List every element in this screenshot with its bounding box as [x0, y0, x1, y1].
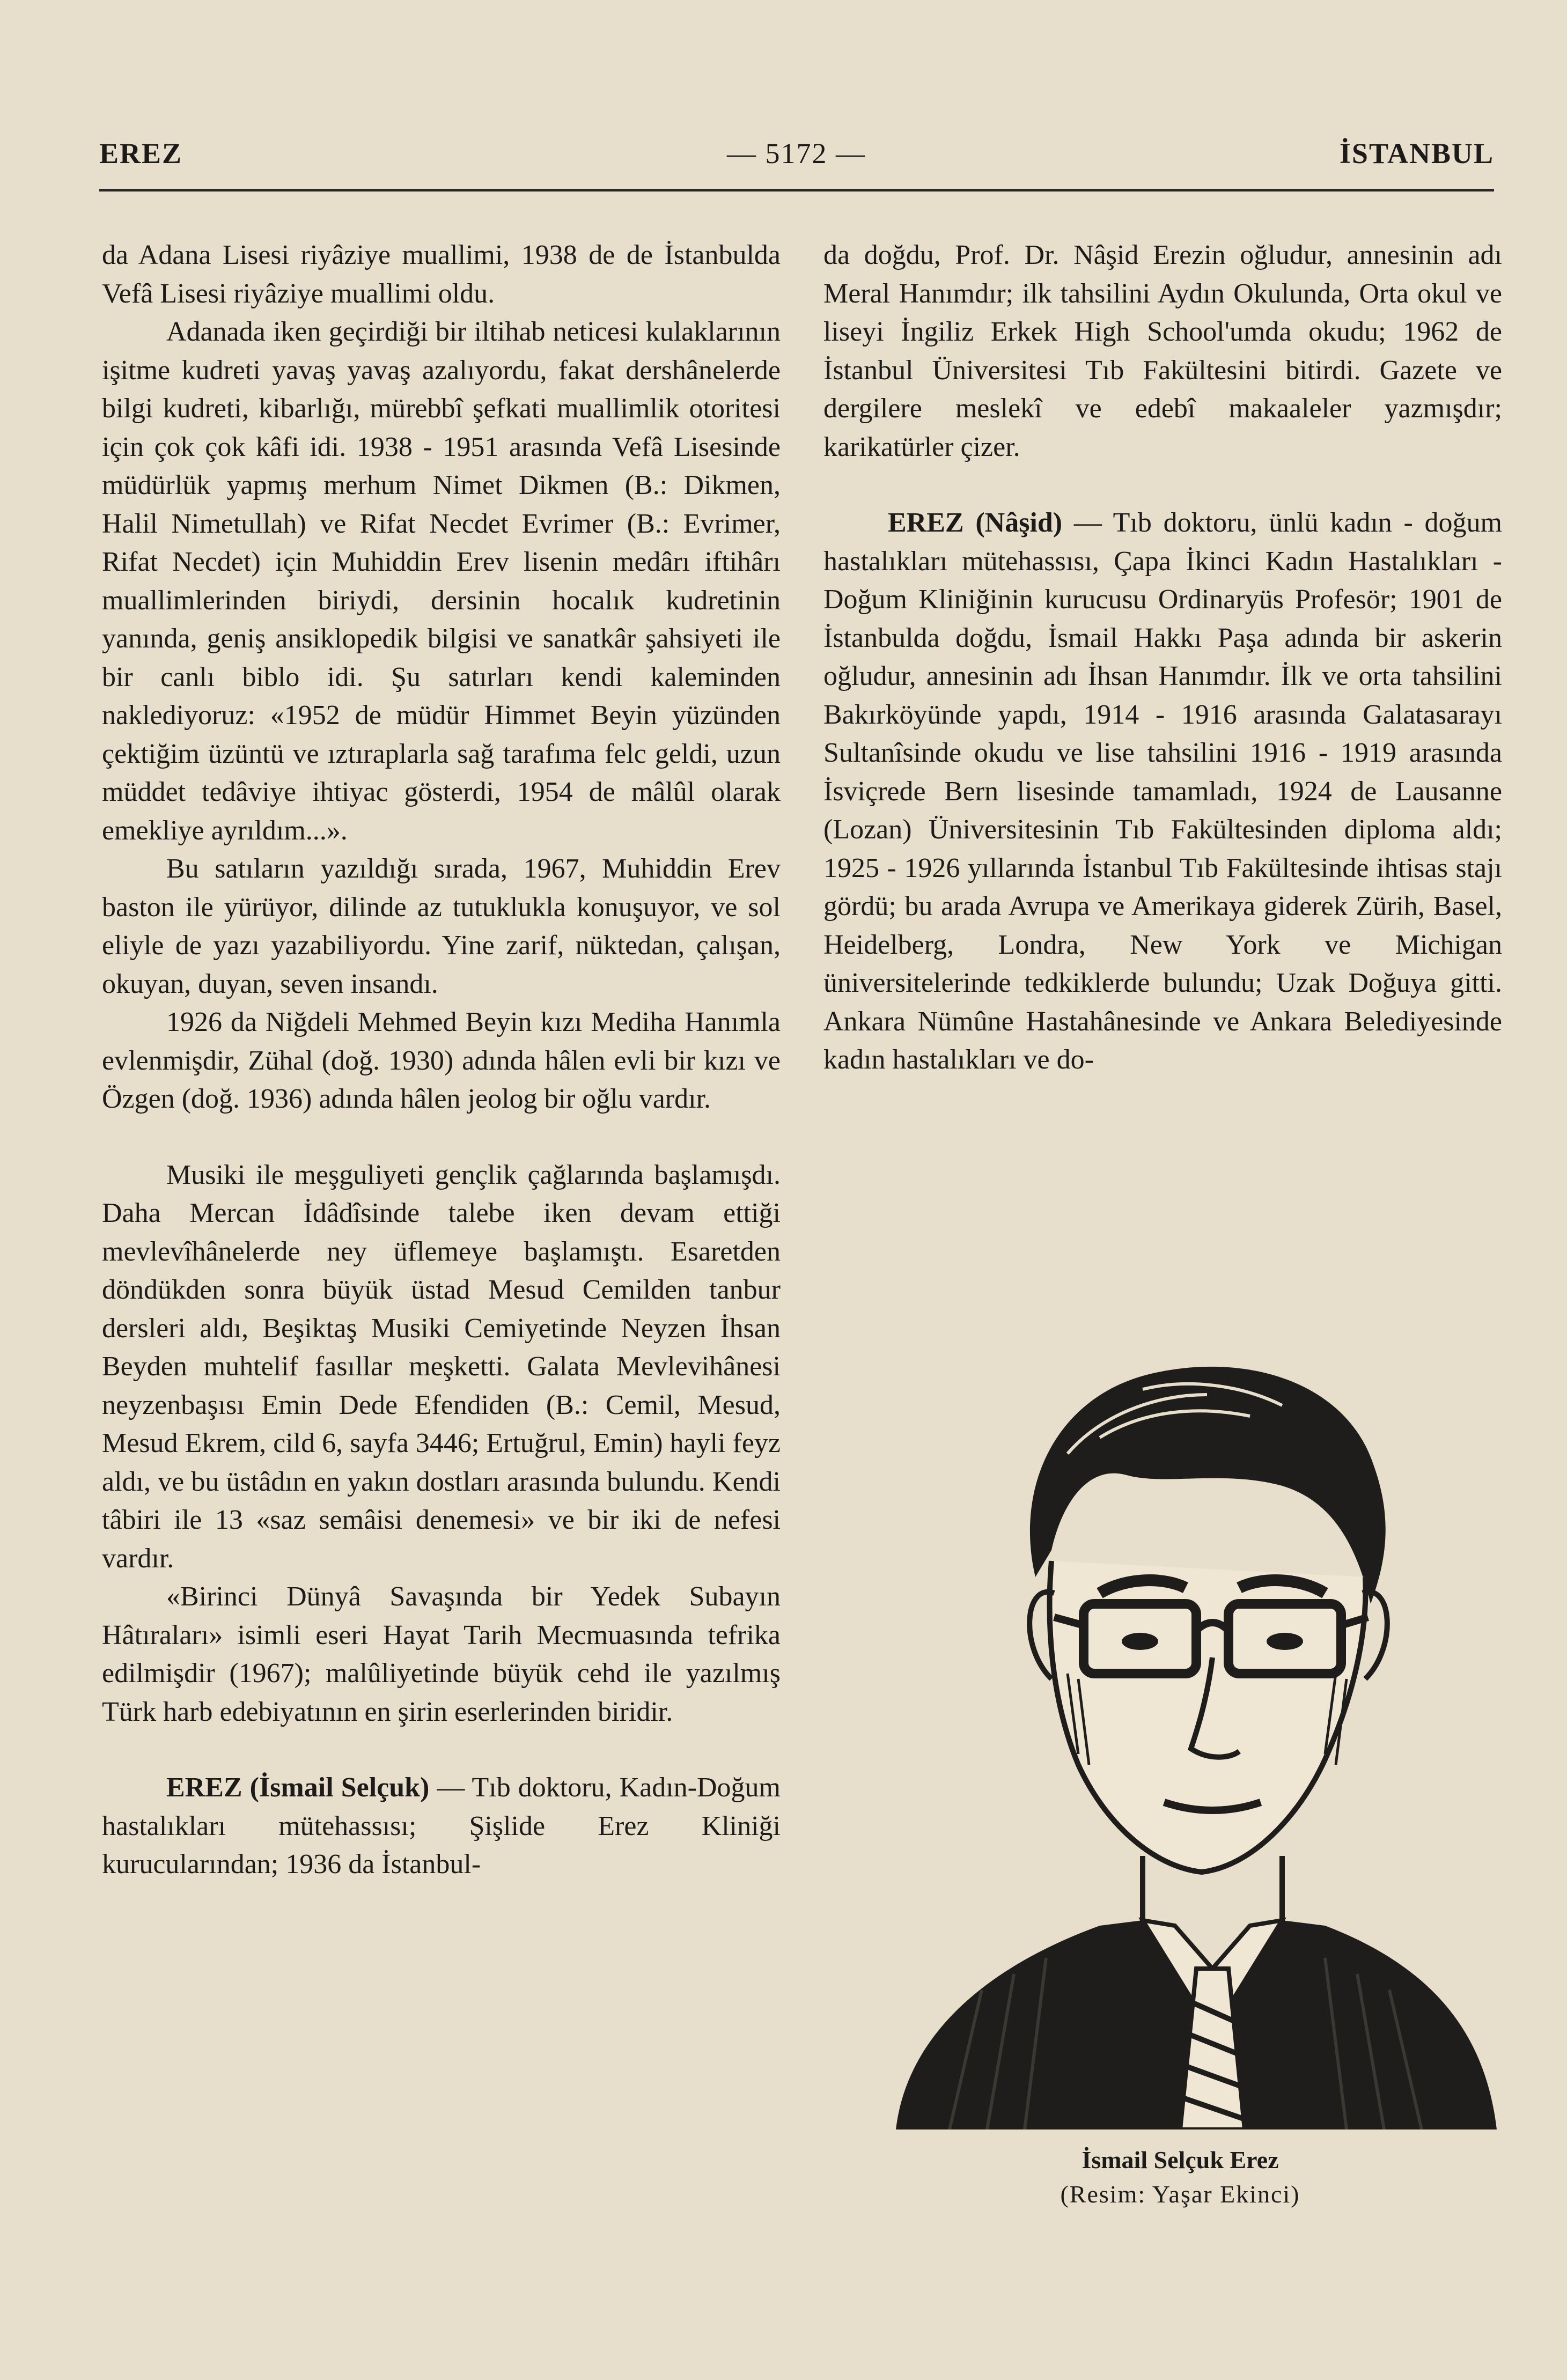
entry-body: — Tıb doktoru, Kadın-Doğum hastalıkları mütehassısı; Şişlide Erez Kliniği kurucularından; 1936 da İstanbul- [102, 1772, 781, 1880]
left-paragraph-2: Adanada iken geçirdiği bir iltihab neticesi kulaklarının işitme kudreti yavaş yavaş azalıyordu, fakat dershânelerde bilgi kudreti, kibarlığı, mürebbî şefkati muallimlik otoritesi için çok çok kâfi idi. 1938 - 1951 arasında Vefâ Lisesinde müdürlük yapmış merhum Nimet Dikmen (B.: Dikmen, Halil Nimetullah) ve Rifat Necdet Evrimer (B.: Evrimer, Rifat Necdet) için Muhiddin Erev lisenin medârı iftihârı muallimlerinden biriydi, dersinin hocalık kudretinin yanında, geniş ansiklopedik bilgisi ve sanatkâr şahsiyeti ile bir canlı biblo idi. Şu satırları kendi kaleminden naklediyoruz: «1952 de müdür Himmet Beyin yüzünden çektiğim üzüntü ve ıztıraplarla sağ tarafıma felc geldi, uzun müddet tedâviye ihtiyac gösterdi, 1954 de mâlûl olarak emekliye ayrıldım...». [102, 316, 781, 846]
portrait-caption [858, 2143, 1502, 2212]
entry-body: — Tıb doktoru, ünlü kadın - doğum hastalıkları mütehassısı, Çapa İkinci Kadın Hastalıkları - Doğum Kliniğinin kurucusu Ordinaryüs Profesör; 1901 de İstanbulda doğdu, İsmail Hakkı Paşa adında bir askerin oğludur, annesinin adı İhsan Hanımdır. İlk ve orta tahsilini Bakırköyünde yapdı, 1914 - 1916 arasında Galatasarayı Sultanîsinde okudu ve lise tahsilini 1916 - 1919 arasında İsviçrede Bern lisesinde tamamladı, 1924 de Lausanne (Lozan) Üniversitesinin Tıb Fakültesinden diploma aldı; 1925 - 1926 yıllarında İstanbul Tıb Fakültesinde ihtisas stajı gördü; bu arada Avrupa ve Amerikaya giderek Zürih, Basel, Heidelberg, Londra, New York ve Michigan üniversitelerinde tedkiklerde bulundu; Uzak Doğuya gitti. Ankara Nümûne Hastahânesinde ve Ankara Belediyesinde kadın hastalıkları ve do- [823, 507, 1502, 1075]
page-number: — 5172 — [727, 137, 866, 170]
left-paragraph-3: Bu satıların yazıldığı sırada, 1967, Muhiddin Erev baston ile yürüyor, dilinde az tutuklukla konuşuyor, ve sol eliyle de yazı yazabiliyordu. Yine zarif, nüktedan, çalışan, okuyan, duyan, seven insandı. [102, 853, 781, 999]
header-entry-name: EREZ [99, 137, 183, 170]
right-column [823, 236, 1502, 1079]
caption-name: İsmail Selçuk Erez [1082, 2146, 1279, 2173]
left-column [102, 236, 781, 1884]
entry-heading: EREZ (İsmail Selçuk) [166, 1772, 430, 1803]
header-city: İSTANBUL [1339, 137, 1494, 170]
left-paragraph-6: «Birinci Dünyâ Savaşında bir Yedek Subayın Hâtıraları» isimli eseri Hayat Tarih Mecmuasında tefrika edilmişdir (1967); malûliyetinde büyük cehd ile yazılmış Türk harb edebiyatının en şirin eserlerinden biridir. [102, 1581, 781, 1727]
left-paragraph-5: Musiki ile meşguliyeti gençlik çağlarında başlamışdı. Daha Mercan İdâdîsinde talebe iken devam ettiği mevlevîhânelerde ney üflemeye başlamıştı. Esaretden döndükden sonra büyük üstad Mesud Cemilden tanbur dersleri aldı, Beşiktaş Musiki Cemiyetinde Neyzen İhsan Beyden muhtelif fasıllar meşketti. Galata Mevlevihânesi neyzenbaşısı Emin Dede Efendiden (B.: Cemil, Mesud, Mesud Ekrem, cild 6, sayfa 3446; Ertuğrul, Emin) hayli feyz aldı, ve bu üstâdın en yakın dostları arasında bulundu. Kendi tâbiri ile 13 «saz semâisi denemesi» ve bir iki de nefesi vardır. [102, 1159, 781, 1574]
left-paragraph-4: 1926 da Niğdeli Mehmed Beyin kızı Mediha Hanımla evlenmişdir, Zühal (doğ. 1930) adında hâlen evli bir kızı ve Özgen (doğ. 1936) adında hâlen jeolog bir oğlu vardır. [102, 1007, 781, 1114]
caption-credit: (Resim: Yaşar Ekinci) [1060, 2180, 1300, 2208]
entry-erez-nasid [823, 504, 1502, 1079]
entry-erez-ismail-selcuk [102, 1769, 781, 1884]
left-paragraph-1: da Adana Lisesi riyâziye muallimi, 1938 de de İstanbulda Vefâ Lisesi riyâziye muallimi oldu. [102, 240, 781, 309]
page-header [99, 137, 1494, 180]
header-divider [99, 189, 1494, 191]
portrait-drawing-icon [874, 1325, 1497, 2130]
right-paragraph-1: da doğdu, Prof. Dr. Nâşid Erezin oğludur, annesinin adı Meral Hanımdır; ilk tahsilini Aydın Okulunda, Orta okul ve liseyi İngiliz Erkek High School'umda okudu; 1962 de İstanbul Üniversitesi Tıb Fakültesini bitirdi. Gazete ve dergilere meslekî ve edebî makaaleler yazmışdır; karikatürler çizer. [823, 240, 1502, 462]
entry-heading: EREZ (Nâşid) [888, 507, 1063, 538]
